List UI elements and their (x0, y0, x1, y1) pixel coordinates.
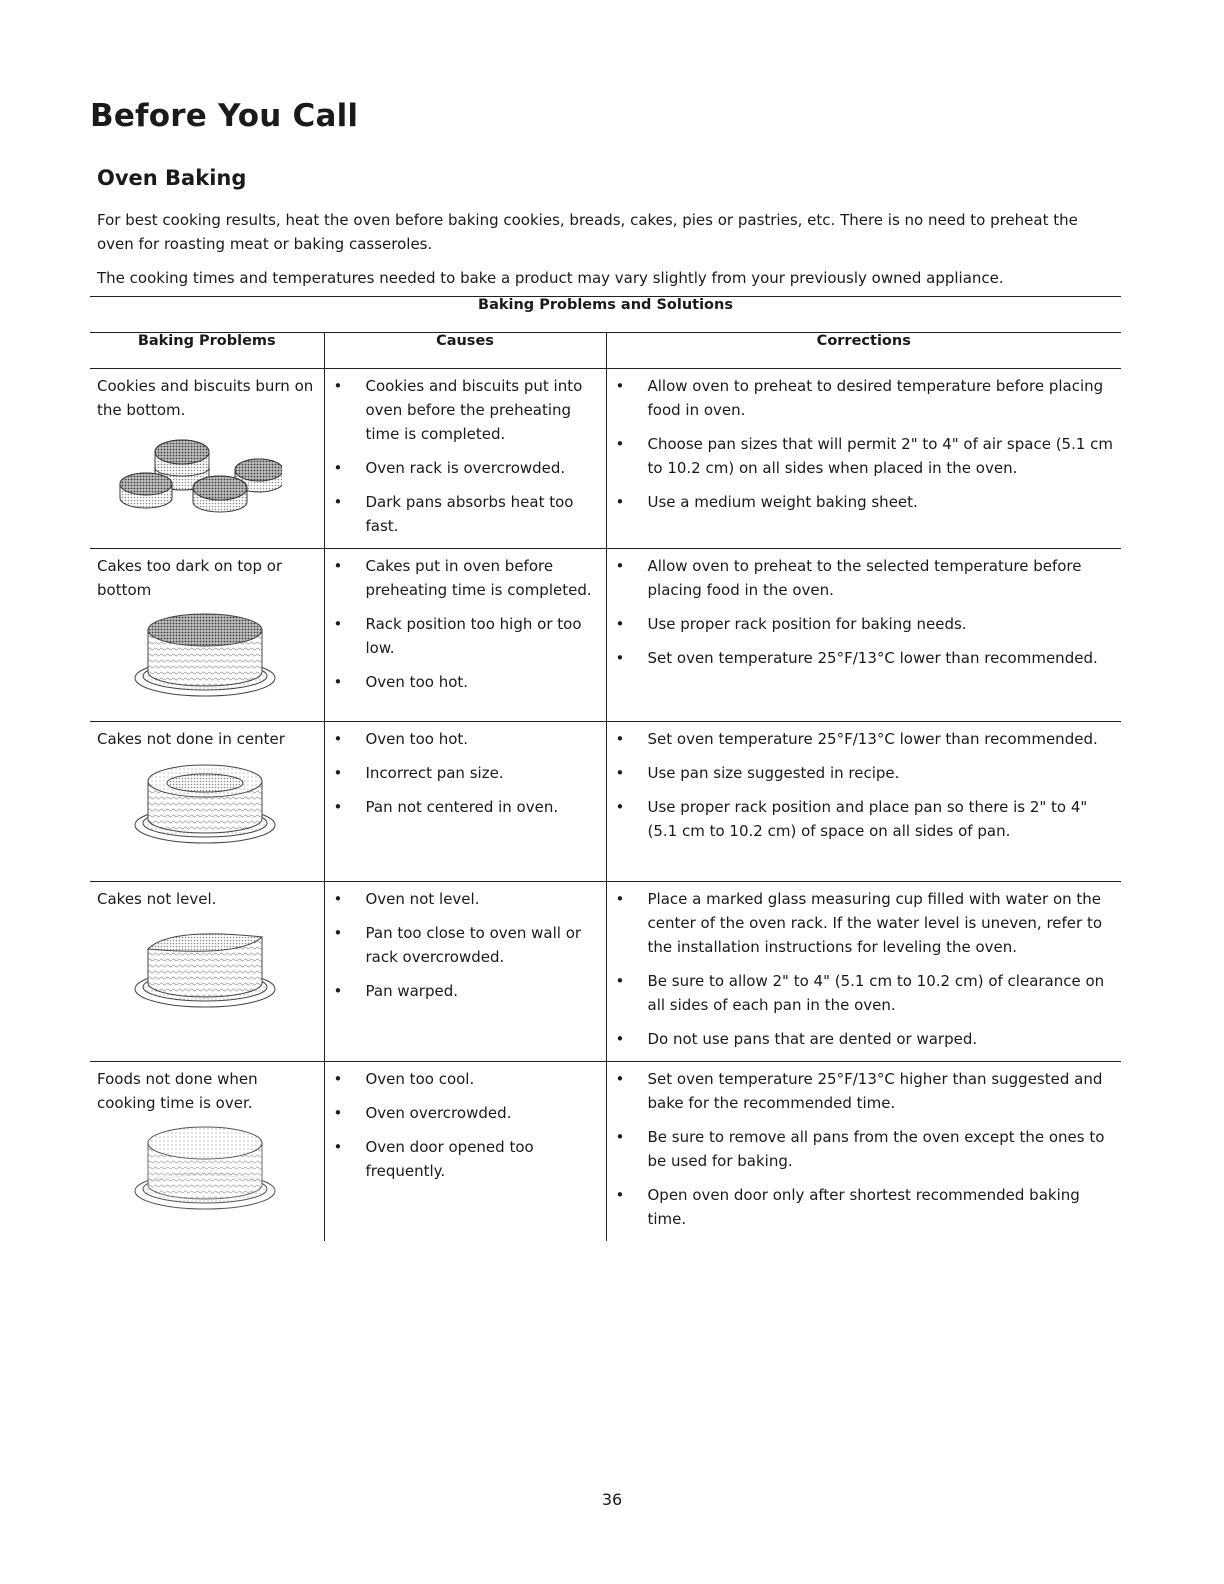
list-item: • Be sure to allow 2" to 4" (5.1 cm to 10.2 cm) of clearance on all sides of each pan in the oven. (607, 969, 1114, 1017)
list-item: • Be sure to remove all pans from the oven except the ones to be used for baking. (607, 1125, 1114, 1173)
bullet-icon: • (615, 493, 625, 511)
corrections-list (607, 1062, 1122, 1231)
table-row (90, 722, 1121, 882)
problem-text: Cakes not level. (97, 890, 217, 908)
causes-list (325, 549, 606, 694)
list-item: • Oven rack is overcrowded. (325, 456, 598, 480)
table-row (90, 369, 1121, 549)
section-title: Oven Baking (97, 166, 247, 190)
bullet-icon: • (333, 890, 343, 908)
corrections-list (607, 369, 1122, 514)
bullet-icon: • (333, 1104, 343, 1122)
list-item: • Set oven temperature 25°F/13°C higher than suggested and bake for the recommended time. (607, 1067, 1114, 1115)
bullet-icon: • (615, 730, 625, 748)
list-item: • Rack position too high or too low. (325, 612, 598, 660)
list-item: • Choose pan sizes that will permit 2" to 4" of air space (5.1 cm to 10.2 cm) on all sides when placed in the oven. (607, 432, 1114, 480)
list-item: • Pan warped. (325, 979, 598, 1003)
corrections-list (607, 549, 1122, 670)
list-item: • Oven overcrowded. (325, 1101, 598, 1125)
table-row (90, 549, 1121, 722)
problem-text: Cakes not done in center (97, 730, 285, 748)
list-item: • Dark pans absorbs heat too fast. (325, 490, 598, 538)
list-item: • Set oven temperature 25°F/13°C lower than recommended. (607, 646, 1114, 670)
corrections-list (607, 722, 1122, 843)
list-item: • Incorrect pan size. (325, 761, 598, 785)
intro-paragraph-2: The cooking times and temperatures needed to bake a product may vary slightly from your previously owned appliance. (97, 269, 1004, 287)
list-item: • Pan not centered in oven. (325, 795, 598, 819)
column-header-problems: Baking Problems (90, 333, 324, 369)
list-item: • Use pan size suggested in recipe. (607, 761, 1114, 785)
bullet-icon: • (333, 1070, 343, 1088)
list-item: • Do not use pans that are dented or warped. (607, 1027, 1114, 1051)
list-item: • Set oven temperature 25°F/13°C lower than recommended. (607, 727, 1114, 751)
page-title: Before You Call (90, 98, 359, 134)
causes-list (325, 882, 606, 1003)
sunken-cake-icon (130, 759, 280, 849)
list-item: • Pan too close to oven wall or rack overcrowded. (325, 921, 598, 969)
problem-text: Cakes too dark on top or bottom (97, 557, 283, 599)
list-item: • Allow oven to preheat to desired temperature before placing food in oven. (607, 374, 1114, 422)
table-row (90, 882, 1121, 1062)
bullet-icon: • (615, 890, 625, 908)
list-item: • Cakes put in oven before preheating time is completed. (325, 554, 598, 602)
dark-cake-icon (130, 610, 280, 702)
bullet-icon: • (333, 673, 343, 691)
list-item: • Open oven door only after shortest recommended baking time. (607, 1183, 1114, 1231)
bullet-icon: • (333, 798, 343, 816)
list-item: • Oven door opened too frequently. (325, 1135, 598, 1183)
bullet-icon: • (615, 764, 625, 782)
bullet-icon: • (333, 459, 343, 477)
causes-list (325, 1062, 606, 1183)
bullet-icon: • (615, 798, 625, 816)
tilted-cake-icon (130, 921, 280, 1013)
list-item: • Use proper rack position for baking needs. (607, 612, 1114, 636)
problem-text: Foods not done when cooking time is over. (97, 1070, 258, 1112)
bullet-icon: • (615, 435, 625, 453)
table-row (90, 1062, 1121, 1242)
list-item: • Oven too hot. (325, 727, 598, 751)
bullet-icon: • (333, 493, 343, 511)
bullet-icon: • (333, 557, 343, 575)
bullet-icon: • (615, 615, 625, 633)
bullet-icon: • (333, 615, 343, 633)
problem-text: Cookies and biscuits burn on the bottom. (97, 377, 314, 419)
intro-paragraph-1: For best cooking results, heat the oven before baking cookies, breads, cakes, pies or pastries, etc. There is no need to preheat the oven for roasting meat or baking casseroles. (97, 211, 1078, 253)
bullet-icon: • (615, 972, 625, 990)
list-item: • Use proper rack position and place pan so there is 2" to 4" (5.1 cm to 10.2 cm) of space on all sides of pan. (607, 795, 1114, 843)
bullet-icon: • (615, 649, 625, 667)
list-item: • Cookies and biscuits put into oven before the preheating time is completed. (325, 374, 598, 446)
bullet-icon: • (333, 730, 343, 748)
bullet-icon: • (333, 982, 343, 1000)
column-header-corrections: Corrections (606, 333, 1121, 369)
list-item: • Use a medium weight baking sheet. (607, 490, 1114, 514)
bullet-icon: • (615, 1070, 625, 1088)
bullet-icon: • (615, 1128, 625, 1146)
list-item: • Oven too cool. (325, 1067, 598, 1091)
bullet-icon: • (333, 924, 343, 942)
bullet-icon: • (615, 1186, 625, 1204)
corrections-list (607, 882, 1122, 1051)
cookies-icon (112, 430, 282, 514)
bullet-icon: • (615, 557, 625, 575)
causes-list (325, 369, 606, 538)
bullet-icon: • (333, 764, 343, 782)
list-item: • Oven not level. (325, 887, 598, 911)
bullet-icon: • (333, 1138, 343, 1156)
list-item: • Oven too hot. (325, 670, 598, 694)
page-number: 36 (601, 1490, 623, 1509)
bullet-icon: • (615, 1030, 625, 1048)
list-item: • Allow oven to preheat to the selected temperature before placing food in the oven. (607, 554, 1114, 602)
table-caption: Baking Problems and Solutions (90, 297, 1121, 333)
causes-list (325, 722, 606, 819)
pale-cake-icon (130, 1123, 280, 1215)
column-header-causes: Causes (324, 333, 606, 369)
bullet-icon: • (615, 377, 625, 395)
bullet-icon: • (333, 377, 343, 395)
list-item: • Place a marked glass measuring cup filled with water on the center of the oven rack. If the water level is uneven, refer to the installation instructions for leveling the oven. (607, 887, 1114, 959)
baking-problems-table (90, 296, 1121, 1241)
